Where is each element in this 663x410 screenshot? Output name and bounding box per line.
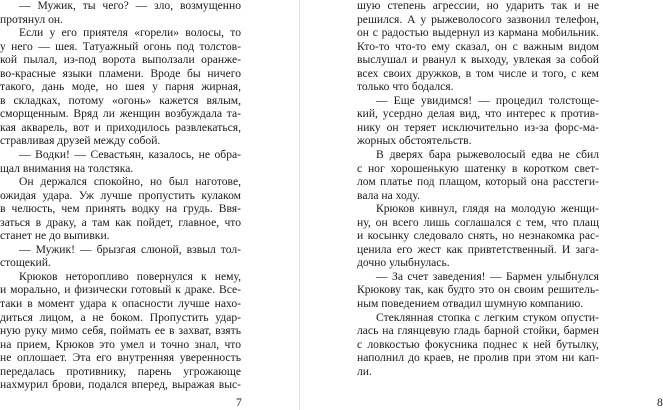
text-line: станет не до выпивки. <box>0 229 110 243</box>
text-line: всех своих дружков, в том числе и того, с кем <box>357 66 599 80</box>
right-page-text <box>357 0 599 378</box>
text-line: дочно улыбнулась. <box>357 256 450 270</box>
text-line: лась на глянцевую гладь барной стойки, бармен <box>357 324 599 338</box>
text-line: с ловкостью фокусника поднес к ней бутылку, <box>357 337 599 351</box>
text-line: протянул он. <box>0 12 63 26</box>
text-line: передалась противнику, парень угрожающе <box>0 364 241 378</box>
text-line: на прием, Крюков это умел и точно знал, что <box>0 337 241 351</box>
text-line: жорных обстоятельств. <box>357 134 472 148</box>
text-line: шую степень агрессии, но ударить так и не <box>357 0 599 12</box>
text-line: нахмурил брови, подался вперед, выражая выс- <box>0 378 241 392</box>
text-line: ным поведением отвадил шумную компанию. <box>357 297 584 311</box>
text-line: наполнил до краев, не пролив при этом ни кап- <box>357 351 599 365</box>
page-number-left: 7 <box>236 396 242 409</box>
text-line: заться в драку, а там как пойдет, главное, что <box>0 215 241 229</box>
text-line: В дверях бара рыжеволосый едва не сбил <box>376 148 599 162</box>
text-line: решился. А у рыжеволосого зазвонил телефон, <box>357 12 599 26</box>
text-line: с ног хорошенькую шатенку в коротком свет- <box>357 161 599 175</box>
text-line: Крюков неторопливо повернулся к нему, <box>19 269 241 283</box>
text-line: Крюкову так, как будто это он своим решитель- <box>357 283 599 297</box>
text-line: ли. <box>357 364 372 378</box>
text-line: и косынку следовало снять, но незнакомка рас- <box>357 229 599 243</box>
text-line: в челюсть, чем принять водку на грудь. Ввя- <box>0 202 241 216</box>
text-line: щал внимания на толстяка. <box>0 161 134 175</box>
text-line: такого, дань моде, но шея у парня жирная, <box>0 80 241 94</box>
text-line: выслушал и рванул к выходу, увлекая за собой <box>357 53 599 67</box>
text-line: диться лицом, а не боком. Пропустить удар- <box>0 310 241 324</box>
text-line: Крюков кивнул, глядя на молодую женщи- <box>376 202 599 216</box>
text-line: только что бодался. <box>357 80 454 94</box>
text-line: таки в момент удара к опасности лучше нахо- <box>0 297 241 311</box>
text-line: — Еще увидимся! — процедил толстоще- <box>376 93 599 107</box>
text-line: — Водки! — Севастьян, казалось, не обра- <box>19 148 241 162</box>
left-page-text <box>0 0 241 392</box>
text-line: не оплошает. Эта его внутренняя уверенность <box>0 351 241 365</box>
text-line: у него — шея. Татуажный огонь под толстов- <box>0 39 241 53</box>
text-line: стравливая друзей между собой. <box>0 134 161 148</box>
text-line: ну, он всего лишь соглашался с тем, что плащ <box>357 215 599 229</box>
text-line: во-красные языки пламени. Вроде бы ничего <box>0 66 241 80</box>
text-line: сморщенным. Вряд ли женщин возбуждала та- <box>0 107 241 121</box>
text-line: кой пылал, из-под ворота выползали оранже- <box>0 53 241 67</box>
text-line: Если у его приятеля «горели» волосы, то <box>19 26 241 40</box>
text-line: кая акварель, вот и приходилось развлекаться, <box>0 120 241 134</box>
text-line: стощекий. <box>0 256 51 270</box>
text-line: Он держался спокойно, но был наготове, <box>19 175 241 189</box>
text-line: лом платье под плащом, который она расстеги- <box>357 175 599 189</box>
text-line: ценила его жест как привтетственный. И зага- <box>357 242 599 256</box>
text-line: ожидая удара. Уж лучше пропустить кулаком <box>0 188 241 202</box>
text-line: нику он теряет исключительно из-за форс-ма- <box>357 120 599 134</box>
text-line: — Мужик, ты чего? — зло, возмущенно <box>19 0 241 12</box>
text-line: кий, усердно делая вид, что интерес к против- <box>357 107 599 121</box>
text-line: ную руку мимо себя, поймать ее в захват, взять <box>0 324 241 338</box>
text-line: в складках, потому «огонь» кажется вялым, <box>0 93 241 107</box>
text-line: — Мужик! — брызгая слюной, взвыл тол- <box>19 242 241 256</box>
text-line: он с радостью выдернул из кармана мобильник. <box>357 26 599 40</box>
page-number-right: 8 <box>657 396 663 409</box>
text-line: и морально, и физически готовый к драке. Все- <box>0 283 241 297</box>
text-line: вала на ходу. <box>357 188 420 202</box>
text-line: Стеклянная стопка с легким стуком опусти- <box>376 310 599 324</box>
left-page <box>0 0 299 410</box>
text-line: Кто-то что-то ему сказал, он с важным видом <box>357 39 599 53</box>
text-line: — За счет заведения! — Бармен улыбнулся <box>376 269 599 283</box>
right-page <box>300 0 663 410</box>
